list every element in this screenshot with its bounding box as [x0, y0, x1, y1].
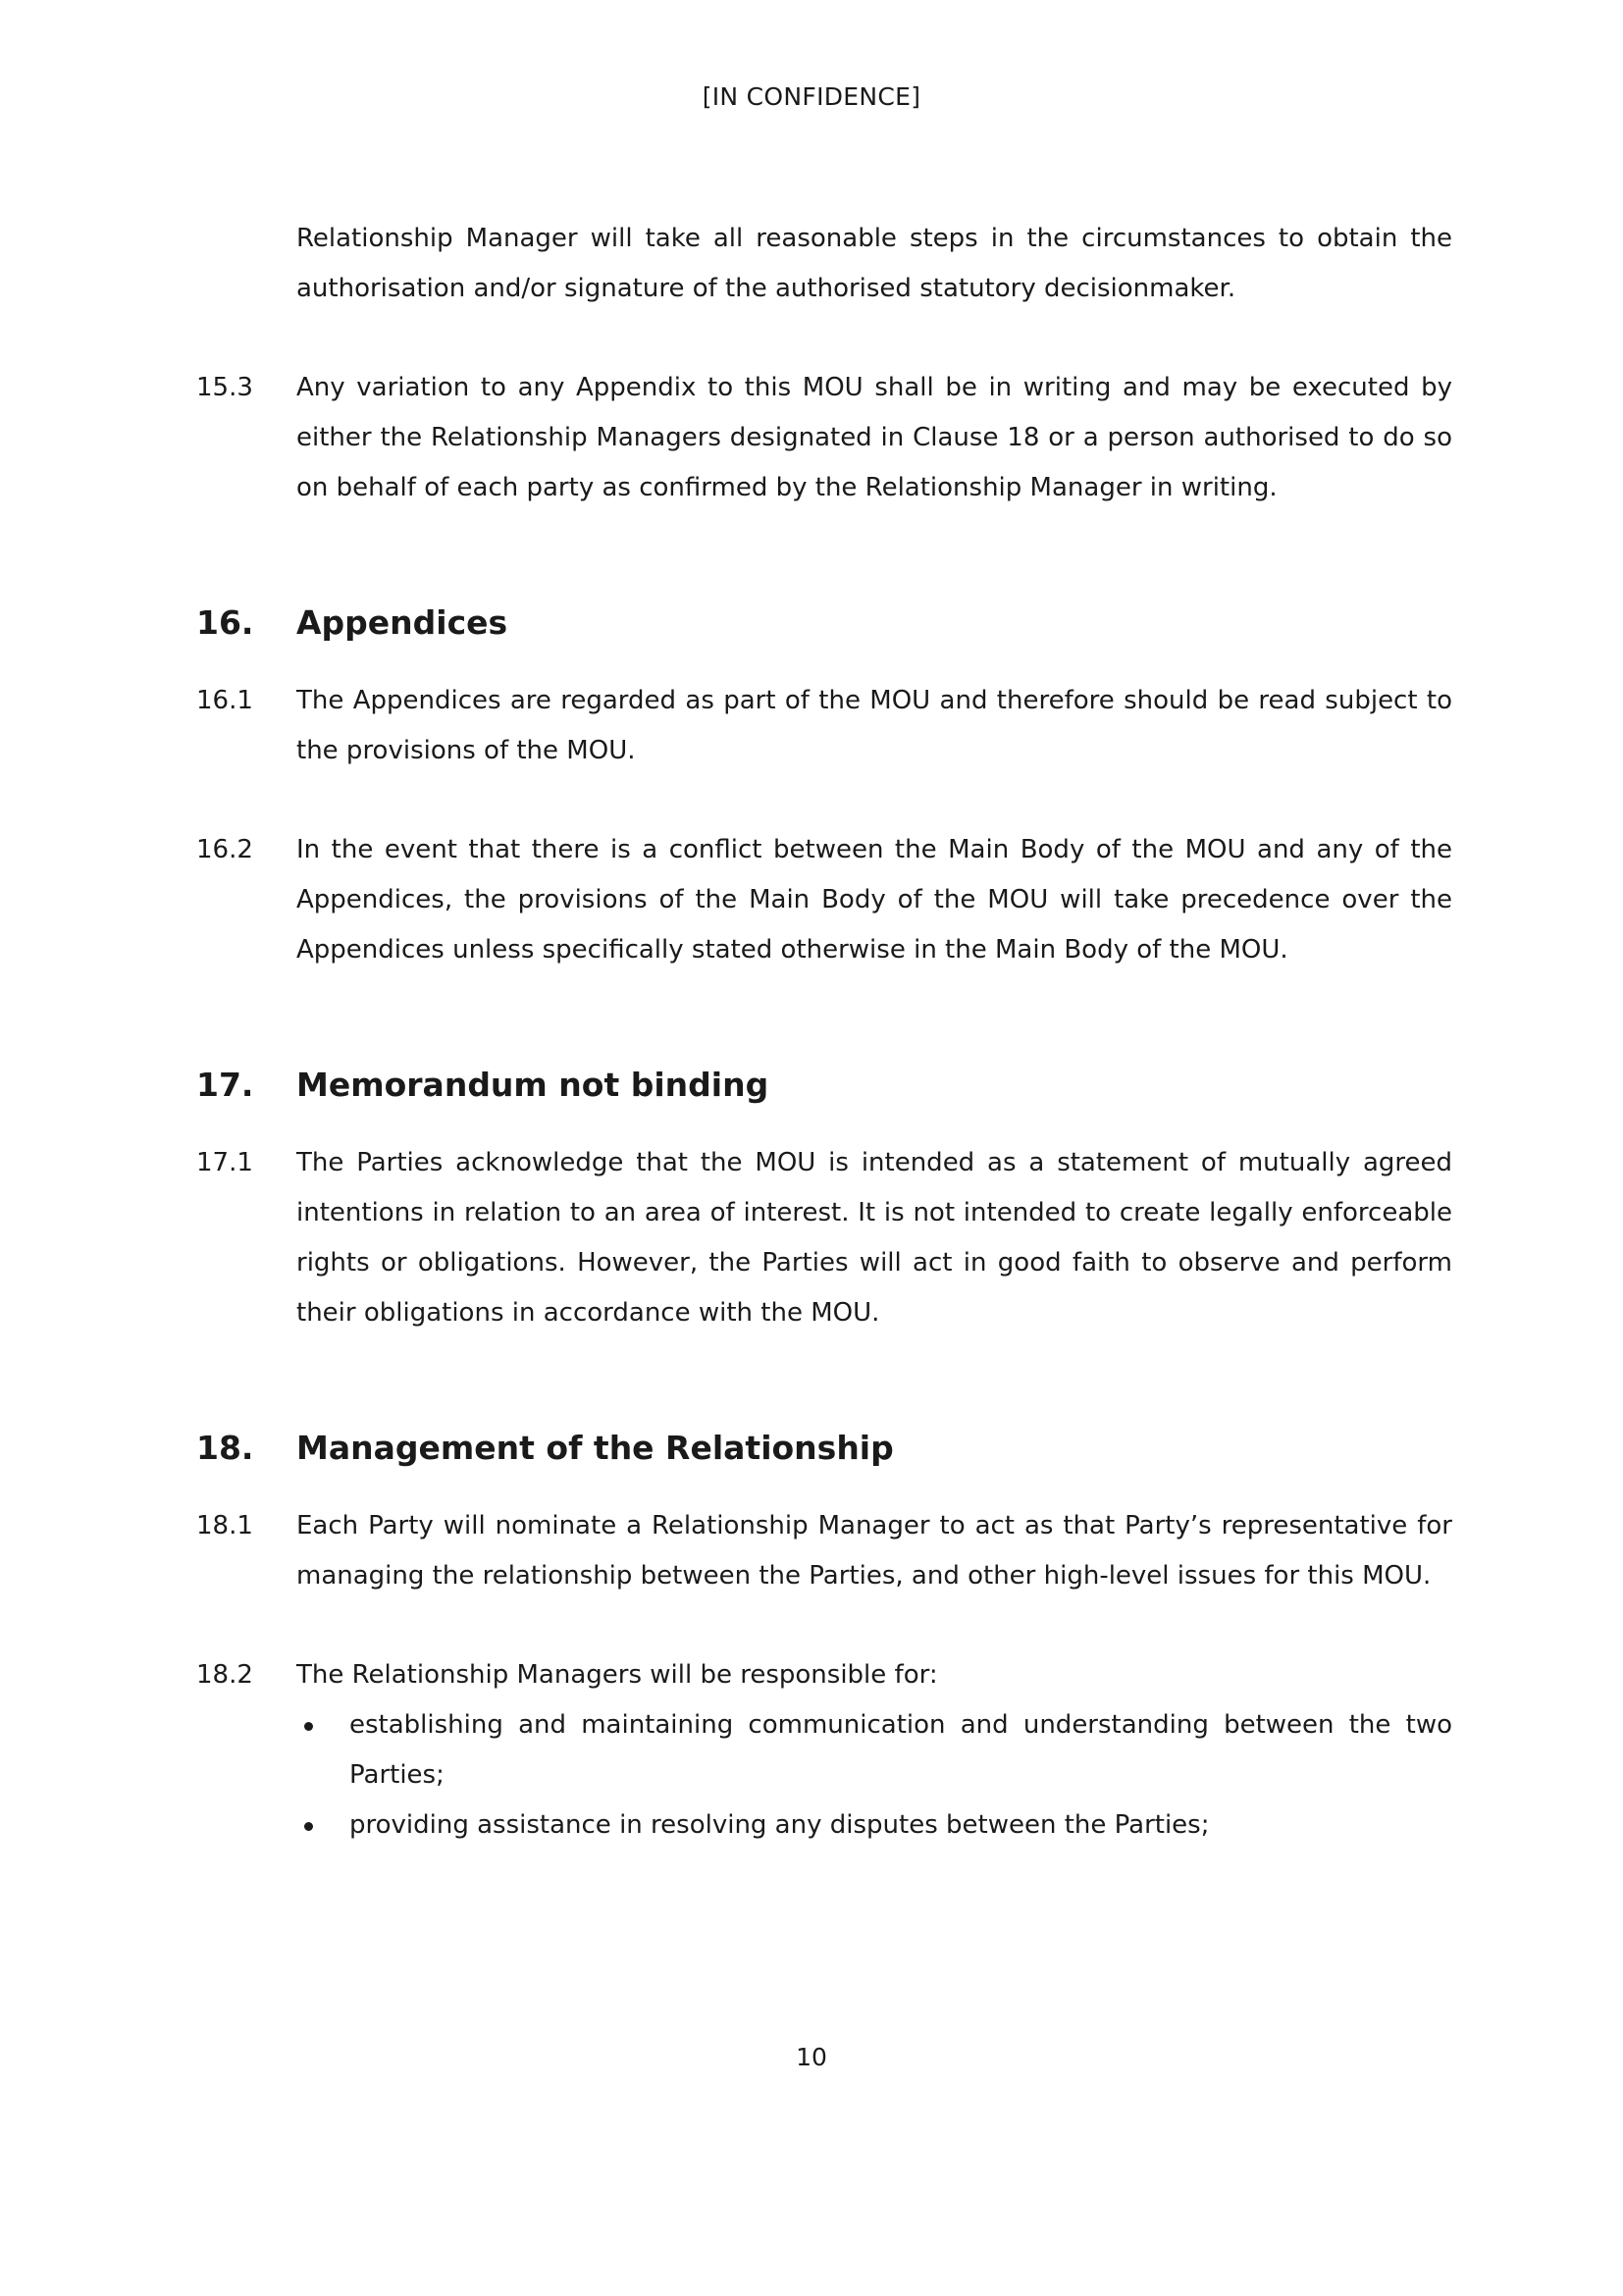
bullet-icon [304, 1822, 313, 1831]
section-title: Memorandum not binding [296, 1066, 769, 1104]
clause-text: Each Party will nominate a Relationship Manager to act as that Party’s representative for managing the relationship between the Parties, and other high-level issues for this MOU. [296, 1511, 1452, 1591]
clause-number: 17.1 [196, 1148, 253, 1177]
clause-number: 15.3 [196, 373, 253, 402]
page-number: 10 [796, 2043, 827, 2071]
bullet-text: establishing and maintaining communication and understanding between the two Parties; [349, 1710, 1452, 1790]
clause-18-2-bullet-list [196, 1700, 1452, 1851]
clause-18-2 [196, 1650, 1452, 1700]
section-heading-18 [196, 1425, 1452, 1472]
section-heading-17 [196, 1062, 1452, 1109]
section-title: Appendices [296, 603, 508, 642]
clause-15-3 [196, 363, 1452, 513]
clause-number: 18.2 [196, 1660, 253, 1690]
section-title: Management of the Relationship [296, 1429, 894, 1467]
clause-16-2 [196, 825, 1452, 975]
clause-text: The Relationship Managers will be responsible for: [296, 1660, 938, 1690]
bullet-text: providing assistance in resolving any disputes between the Parties; [349, 1810, 1210, 1840]
bullet-item [296, 1700, 1452, 1800]
clause-number: 16.1 [196, 686, 253, 715]
clause-text: The Appendices are regarded as part of the MOU and therefore should be read subject to the provisions of the MOU. [296, 686, 1452, 765]
confidentiality-header: [IN CONFIDENCE] [702, 82, 921, 111]
clause-text: The Parties acknowledge that the MOU is intended as a statement of mutually agreed intentions in relation to an area of interest. It is not intended to create legally enforceable rights or obligations. However, the Parties will act in good faith to observe and perform their obligations in accordance with the MOU. [296, 1148, 1452, 1328]
document-body [196, 214, 1452, 1851]
clause-17-1 [196, 1138, 1452, 1338]
clause-18-1 [196, 1501, 1452, 1601]
bullet-icon [304, 1722, 313, 1731]
clause-15-continuation [196, 214, 1452, 314]
section-number: 18. [196, 1429, 254, 1467]
clause-text: In the event that there is a conflict between the Main Body of the MOU and any of the Appendices, the provisions of the Main Body of the MOU will take precedence over the Appendices unless specifically stated otherwise in the Main Body of the MOU. [296, 835, 1452, 965]
clause-number: 18.1 [196, 1511, 253, 1540]
section-number: 16. [196, 603, 254, 642]
bullet-item [296, 1800, 1452, 1851]
section-heading-16 [196, 600, 1452, 647]
clause-number: 16.2 [196, 835, 253, 864]
clause-16-1 [196, 676, 1452, 776]
clause-text: Any variation to any Appendix to this MOU shall be in writing and may be executed by either the Relationship Managers designated in Clause 18 or a person authorised to do so on behalf of each party as confirmed by the Relationship Manager in writing. [296, 373, 1452, 502]
section-number: 17. [196, 1066, 254, 1104]
clause-text: Relationship Manager will take all reasonable steps in the circumstances to obtain the authorisation and/or signature of the authorised statutory decisionmaker. [296, 224, 1452, 303]
